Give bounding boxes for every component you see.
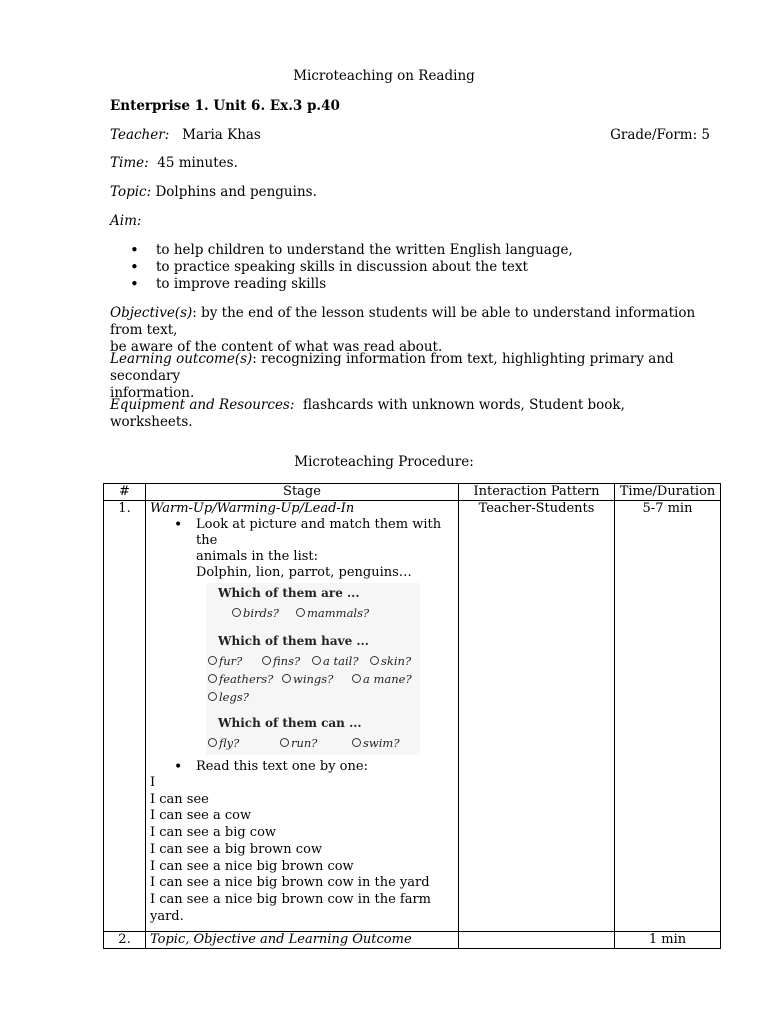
quiz-image bbox=[206, 583, 420, 755]
outcome-text-1: : recognizing information from text, highlighting primary and secondary bbox=[110, 351, 674, 384]
bullet-text-1: Look at picture and match them with the bbox=[196, 517, 442, 548]
circle-icon bbox=[280, 738, 289, 747]
circle-icon bbox=[208, 674, 217, 683]
circle-icon bbox=[262, 656, 271, 665]
document-title: Microteaching on Reading bbox=[293, 68, 475, 84]
row-interaction bbox=[459, 932, 615, 949]
circle-icon bbox=[352, 738, 361, 747]
stage-title: Warm-Up/Warming-Up/Lead-In bbox=[150, 501, 355, 516]
list-item bbox=[150, 517, 454, 581]
procedure-title: Microteaching Procedure: bbox=[294, 454, 474, 470]
row-interaction: Teacher-Students bbox=[459, 501, 615, 932]
objective-label: Objective(s) bbox=[110, 305, 193, 321]
quiz-option: fur? bbox=[208, 653, 242, 669]
header-stage: Stage bbox=[146, 484, 459, 501]
teacher-line bbox=[110, 127, 710, 144]
grade-label: Grade/Form: 5 bbox=[610, 127, 710, 143]
quiz-option: a tail? bbox=[312, 653, 359, 669]
header-number: # bbox=[104, 484, 146, 501]
circle-icon bbox=[296, 608, 305, 617]
bullet-text-3: Dolphin, lion, parrot, penguins… bbox=[196, 565, 412, 580]
row-duration: 5-7 min bbox=[615, 501, 721, 932]
equipment-value: flashcards with unknown words, Student book, worksheets. bbox=[110, 397, 625, 430]
circle-icon bbox=[312, 656, 321, 665]
quiz-option: wings? bbox=[282, 671, 333, 687]
stage-bullets bbox=[150, 517, 454, 581]
quiz-option: feathers? bbox=[208, 671, 273, 687]
outcome-paragraph bbox=[110, 351, 710, 402]
aim-item: • to help children to understand the written English language, bbox=[110, 242, 710, 259]
header-duration: Time/Duration bbox=[615, 484, 721, 501]
quiz-option: run? bbox=[280, 735, 317, 751]
aim-item: • to practice speaking skills in discussion about the text bbox=[110, 259, 710, 276]
header-interaction: Interaction Pattern bbox=[459, 484, 615, 501]
stage-bullets bbox=[150, 759, 454, 775]
circle-icon bbox=[232, 608, 241, 617]
poem-line: I can see a nice big brown cow in the yard bbox=[150, 875, 430, 891]
poem-line: I can see a big brown cow bbox=[150, 841, 323, 857]
poem-line: I can see a big cow bbox=[150, 825, 277, 841]
row-number: 2. bbox=[104, 932, 146, 949]
table-header-row bbox=[104, 484, 721, 501]
poem-line: I can see a cow bbox=[150, 808, 252, 824]
poem-line: I can see a nice big brown cow in the farm yard. bbox=[150, 891, 431, 924]
aim-list bbox=[110, 242, 710, 293]
equipment-label: Equipment and Resources: bbox=[110, 397, 295, 413]
objective-paragraph bbox=[110, 305, 710, 356]
circle-icon bbox=[352, 674, 361, 683]
poem-line: I can see bbox=[150, 791, 209, 807]
aim-item: • to improve reading skills bbox=[110, 276, 710, 293]
teacher-label: Teacher: bbox=[110, 127, 170, 143]
quiz-option: fins? bbox=[262, 653, 300, 669]
row-duration: 1 min bbox=[615, 932, 721, 949]
circle-icon bbox=[282, 674, 291, 683]
equipment-line bbox=[110, 397, 710, 431]
quiz-option: legs? bbox=[208, 689, 249, 705]
table-row bbox=[104, 501, 721, 932]
objective-text-2: be aware of the content of what was read about. bbox=[110, 339, 443, 355]
quiz-option: a mane? bbox=[352, 671, 412, 687]
row-stage: Topic, Objective and Learning Outcome bbox=[146, 932, 459, 949]
lesson-heading: Enterprise 1. Unit 6. Ex.3 p.40 bbox=[110, 98, 340, 114]
time-label: Time: bbox=[110, 155, 149, 171]
quiz-heading: Which of them can ... bbox=[218, 716, 362, 730]
list-item: • Read this text one by one: bbox=[150, 759, 454, 775]
quiz-option: skin? bbox=[370, 653, 411, 669]
topic-line bbox=[110, 184, 710, 201]
topic-value: Dolphins and penguins. bbox=[155, 184, 317, 200]
topic-label: Topic: bbox=[110, 184, 152, 200]
circle-icon bbox=[208, 656, 217, 665]
quiz-option: swim? bbox=[352, 735, 400, 751]
quiz-option: fly? bbox=[208, 735, 239, 751]
circle-icon bbox=[208, 692, 217, 701]
quiz-heading: Which of them are ... bbox=[218, 586, 360, 600]
teacher-name: Maria Khas bbox=[182, 127, 261, 143]
time-value: 45 minutes. bbox=[157, 155, 238, 171]
procedure-table bbox=[103, 483, 721, 949]
time-line bbox=[110, 155, 710, 172]
poem-line: I bbox=[150, 775, 156, 790]
reading-text bbox=[150, 775, 454, 925]
row-stage bbox=[146, 501, 459, 932]
bullet-text-2: animals in the list: bbox=[196, 549, 318, 564]
quiz-heading: Which of them have ... bbox=[218, 634, 369, 648]
outcome-text-2: information. bbox=[110, 385, 195, 401]
objective-text-1: : by the end of the lesson students will be able to understand information from text, bbox=[110, 305, 696, 338]
circle-icon bbox=[370, 656, 379, 665]
outcome-label: Learning outcome(s) bbox=[110, 351, 253, 367]
row-number: 1. bbox=[104, 501, 146, 932]
table-row bbox=[104, 932, 721, 949]
quiz-option: birds? bbox=[232, 605, 279, 621]
aim-label: Aim: bbox=[110, 213, 142, 229]
poem-line: I can see a nice big brown cow bbox=[150, 858, 354, 874]
circle-icon bbox=[208, 738, 217, 747]
quiz-option: mammals? bbox=[296, 605, 369, 621]
